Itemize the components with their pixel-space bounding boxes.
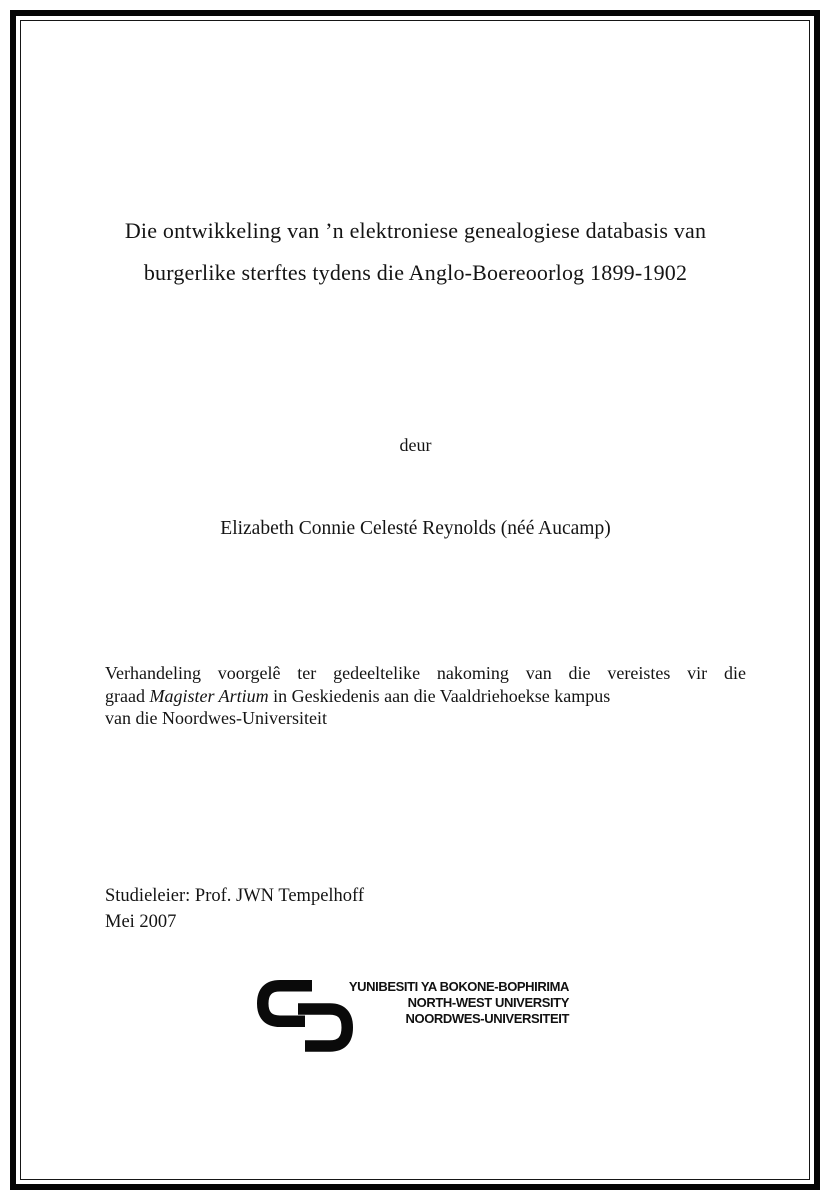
thesis-title-line2: burgerlike sterftes tydens die Anglo-Boereoorlog 1899-1902 xyxy=(143,260,688,285)
nwu-logo-line2: NORTH-WEST UNIVERSITY xyxy=(407,994,569,1010)
nwu-logo-wordmark xyxy=(319,979,569,1026)
byline-deur: deur xyxy=(399,435,432,455)
supervisor-block xyxy=(105,884,364,935)
date-line: Mei 2007 xyxy=(105,911,177,932)
degree-statement-line2-post: in Geskiedenis aan die Vaaldriehoekse kampus xyxy=(268,685,611,706)
degree-statement-line1: Verhandeling voorgelê ter gedeeltelike nakoming van die vereistes vir die xyxy=(105,663,746,683)
nwu-logo-line3: NOORDWES-UNIVERSITEIT xyxy=(405,1010,569,1026)
nwu-logo xyxy=(257,979,572,1054)
nwu-logo-line1: YUNIBESITI YA BOKONE-BOPHIRIMA xyxy=(348,979,569,994)
degree-name-italic: Magister Artium xyxy=(149,685,269,706)
degree-statement xyxy=(105,662,746,730)
degree-statement-line2 xyxy=(105,685,746,708)
thesis-title xyxy=(50,210,781,294)
author-name: Elizabeth Connie Celesté Reynolds (néé Aucamp) xyxy=(220,518,611,539)
supervisor-line: Studieleier: Prof. JWN Tempelhoff xyxy=(105,886,365,906)
degree-statement-line2-pre: graad xyxy=(105,685,150,706)
degree-statement-line3: van die Noordwes-Universiteit xyxy=(105,708,327,728)
thesis-title-line1: Die ontwikkeling van ’n elektroniese genealogiese databasis van xyxy=(124,218,707,243)
